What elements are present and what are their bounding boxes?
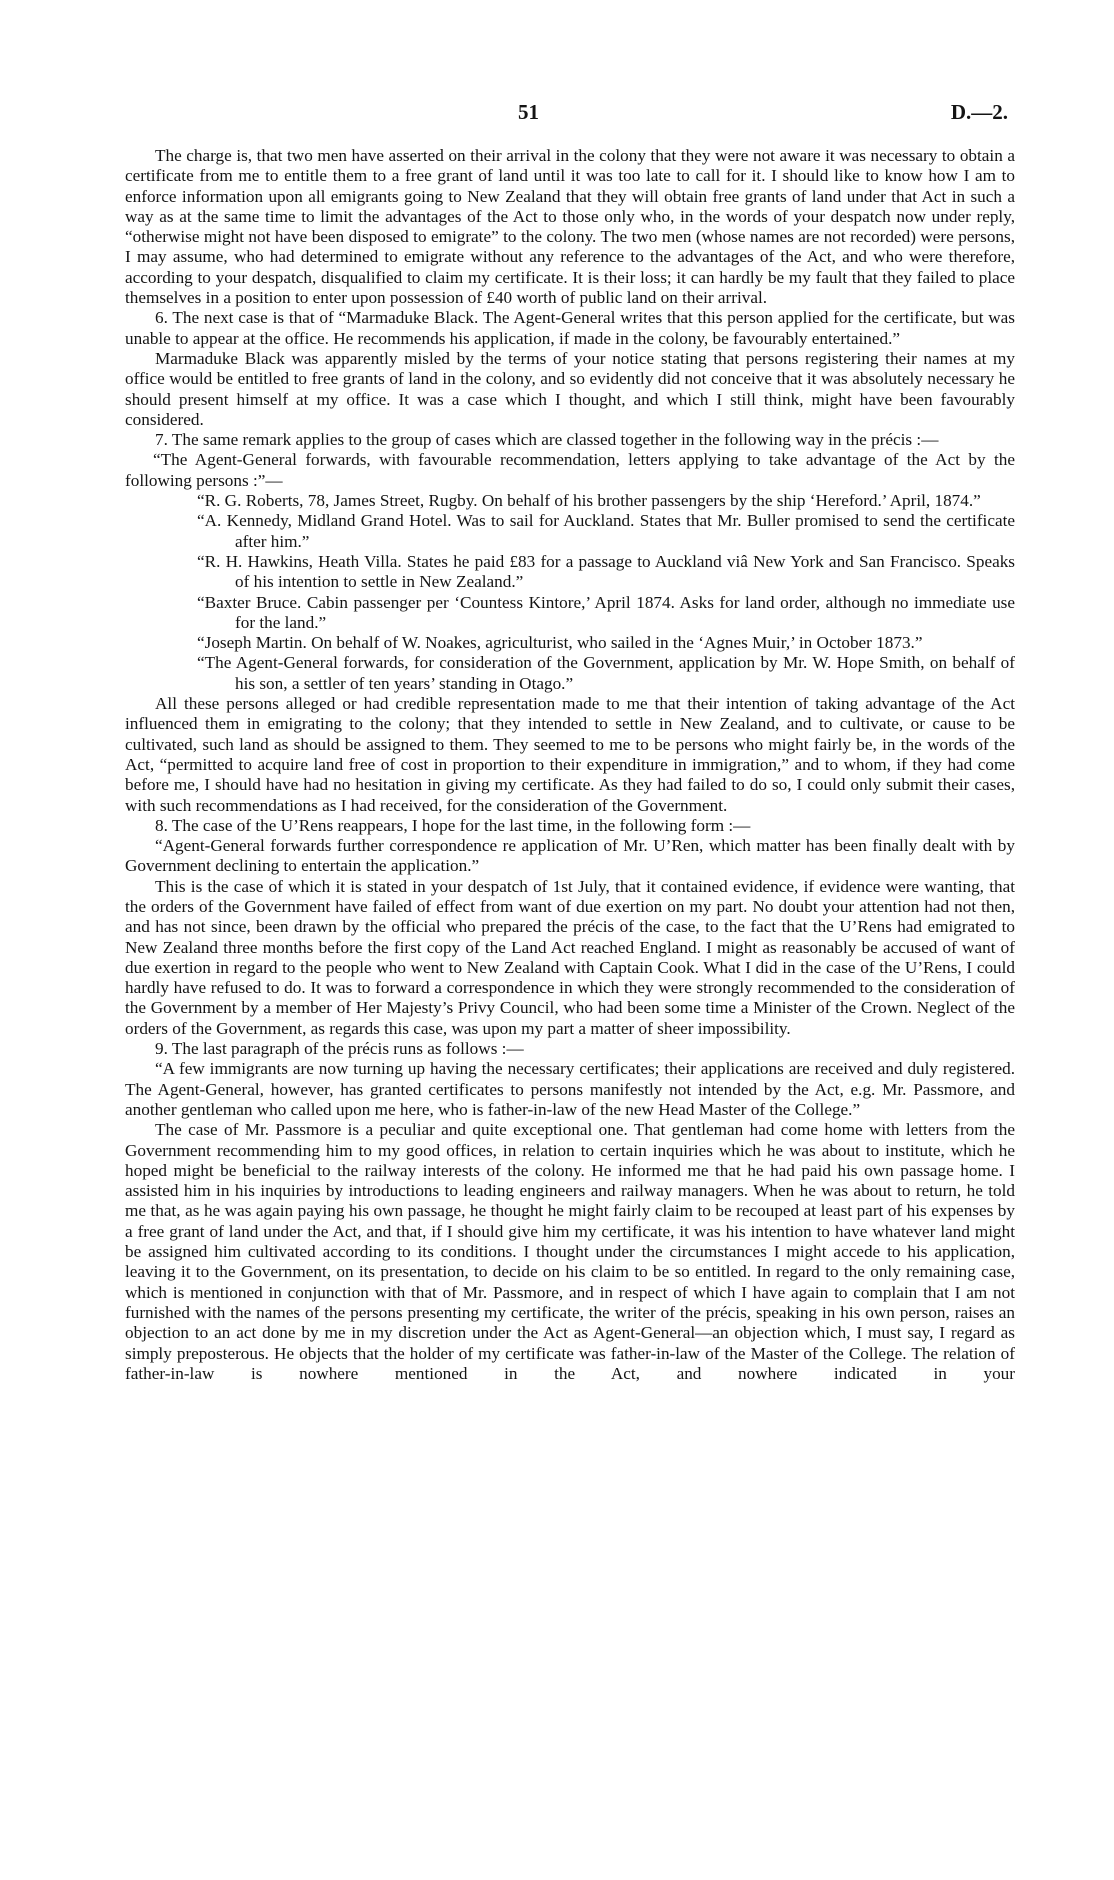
paragraph: “Agent-General forwards further correspondence re application of Mr. U’Ren, which matter has been finally dealt with by Government declining to entertain the application.” [125,836,1015,876]
document-reference: D.—2. [950,100,1008,124]
page-number: 51 [518,100,539,124]
quoted-entry: “R. G. Roberts, 78, James Street, Rugby. On behalf of his brother passengers by the ship ‘Hereford.’ April, 1874.” [197,491,981,511]
paragraph: The charge is, that two men have asserted on their arrival in the colony that they were not aware it was necessary to obtain a certificate from me to entitle them to a free grant of land until it was too late to call for it. I should like to know how I am to enforce information upon all emigrants going to New Zealand that they will obtain free grants of land under that Act in such a way as at the same time to limit the advantages of the Act to those only who, in the words of your despatch now under reply, “otherwise might not have been disposed to emigrate” to the colony. The two men (whose names are not recorded) were persons, I may assume, who had determined to emigrate without any reference to the advantages of the Act, and who were therefore, according to your despatch, disqualified to claim my certificate. It is their loss; it can hardly be my fault that they failed to place themselves in a position to enter upon possession of £40 worth of public land on their arrival. [125,146,1015,308]
paragraph: “A few immigrants are now turning up having the necessary certificates; their applications are received and duly registered. The Agent-General, however, has granted certificates to persons manifestly not intended by the Act, e.g. Mr. Passmore, and another gentleman who called upon me here, who is father-in-law of the new Head Master of the College.” [125,1059,1015,1119]
quoted-entry: “R. H. Hawkins, Heath Villa. States he paid £83 for a passage to Auckland viâ New York and San Francisco. Speaks of his intention to settle in New Zealand.” [197,551,1015,592]
paragraph: The case of Mr. Passmore is a peculiar and quite exceptional one. That gentleman had come home with letters from the Government recommending him to my good offices, in relation to certain inquiries which he was about to institute, which he hoped might be beneficial to the railway interests of the colony. He informed me that he had paid his own passage home. I assisted him in his inquiries by introductions to leading engineers and railway managers. When he was about to return, he told me that, as he was again paying his own passage, he thought he might fairly claim to be recouped at least part of his expenses by a free grant of land under the Act, and that, if I should give him my certificate, it was his intention to have whatever land might be assigned him cultivated according to its conditions. I thought under the circumstances I might accede to his application, leaving it to the Government, on its presentation, to decide on his claim to be so entitled. In regard to the only remaining case, which is mentioned in conjunction with that of Mr. Passmore, and in respect of which I have again to complain that I am not furnished with the names of the persons presenting my certificate, the writer of the précis, speaking in his own person, raises an objection to an act done by me in my discretion under the Act as Agent-General—an objection which, I must say, I regard as simply preposterous. He objects that the holder of my certificate was father-in-law of the Master of the College. The relation of father-in-law is nowhere mentioned in the Act, and nowhere indicated in your [125,1120,1015,1383]
paragraph: 7. The same remark applies to the group of cases which are classed together in the following way in the précis :— [155,430,939,450]
quoted-entry: “A. Kennedy, Midland Grand Hotel. Was to sail for Auckland. States that Mr. Buller promised to send the certificate after him.” [197,511,1015,551]
page-header [0,100,1114,134]
quoted-entry: “The Agent-General forwards, for consideration of the Government, application by Mr. W. Hope Smith, on behalf of his son, a settler of ten years’ standing in Otago.” [197,653,1015,693]
body-text [125,146,1015,1384]
quoted-entry: “Joseph Martin. On behalf of W. Noakes, agriculturist, who sailed in the ‘Agnes Muir,’ in October 1873.” [197,633,923,653]
paragraph: Marmaduke Black was apparently misled by the terms of your notice stating that persons registering their names at my office would be entitled to free grants of land in the colony, and so evidently did not conceive that it was absolutely necessary he should present himself at my office. It was a case which I thought, and which I still think, might have been favourably considered. [125,348,1015,429]
paragraph: This is the case of which it is stated in your despatch of 1st July, that it contained evidence, if evidence were wanting, that the orders of the Government have failed of effect from want of due exertion on my part. No doubt your attention had not then, and has not since, been drawn by the official who prepared the précis of the case, to the fact that the U’Rens had emigrated to New Zealand three months before the first copy of the Land Act reached England. I might as reasonably be accused of want of due exertion in regard to the people who went to New Zealand with Captain Cook. What I did in the case of the U’Rens, I could hardly have refused to do. It was to forward a correspondence in which they were strongly recommended to the consideration of the Government by a member of Her Majesty’s Privy Council, who had been some time a Minister of the Crown. Neglect of the orders of the Government, as regards this case, was upon my part a matter of sheer impossibility. [125,876,1015,1038]
paragraph: “The Agent-General forwards, with favourable recommendation, letters applying to take advantage of the Act by the following persons :”— [125,450,1015,490]
paragraph: 8. The case of the U’Rens reappears, I hope for the last time, in the following form :— [155,815,751,835]
paragraph: 9. The last paragraph of the précis runs as follows :— [155,1039,524,1059]
paragraph: 6. The next case is that of “Marmaduke Black. The Agent-General writes that this person applied for the certificate, but was unable to appear at the office. He recommends his application, if made in the colony, be favourably entertained.” [125,308,1015,348]
quoted-entry: “Baxter Bruce. Cabin passenger per ‘Countess Kintore,’ April 1874. Asks for land order, although no immediate use for the land.” [197,592,1015,632]
paragraph: All these persons alleged or had credible representation made to me that their intention of taking advantage of the Act influenced them in emigrating to the colony; that they intended to settle in New Zealand, and to cultivate, or cause to be cultivated, such land as should be assigned to them. They seemed to me to be persons who might fairly be, in the words of the Act, “permitted to acquire land free of cost in proportion to their expenditure in immigration,” and to whom, if they had come before me, I should have had no hesitation in giving my certificate. As they had failed to do so, I could only submit their cases, with such recommendations as I had received, for the consideration of the Government. [125,694,1015,815]
